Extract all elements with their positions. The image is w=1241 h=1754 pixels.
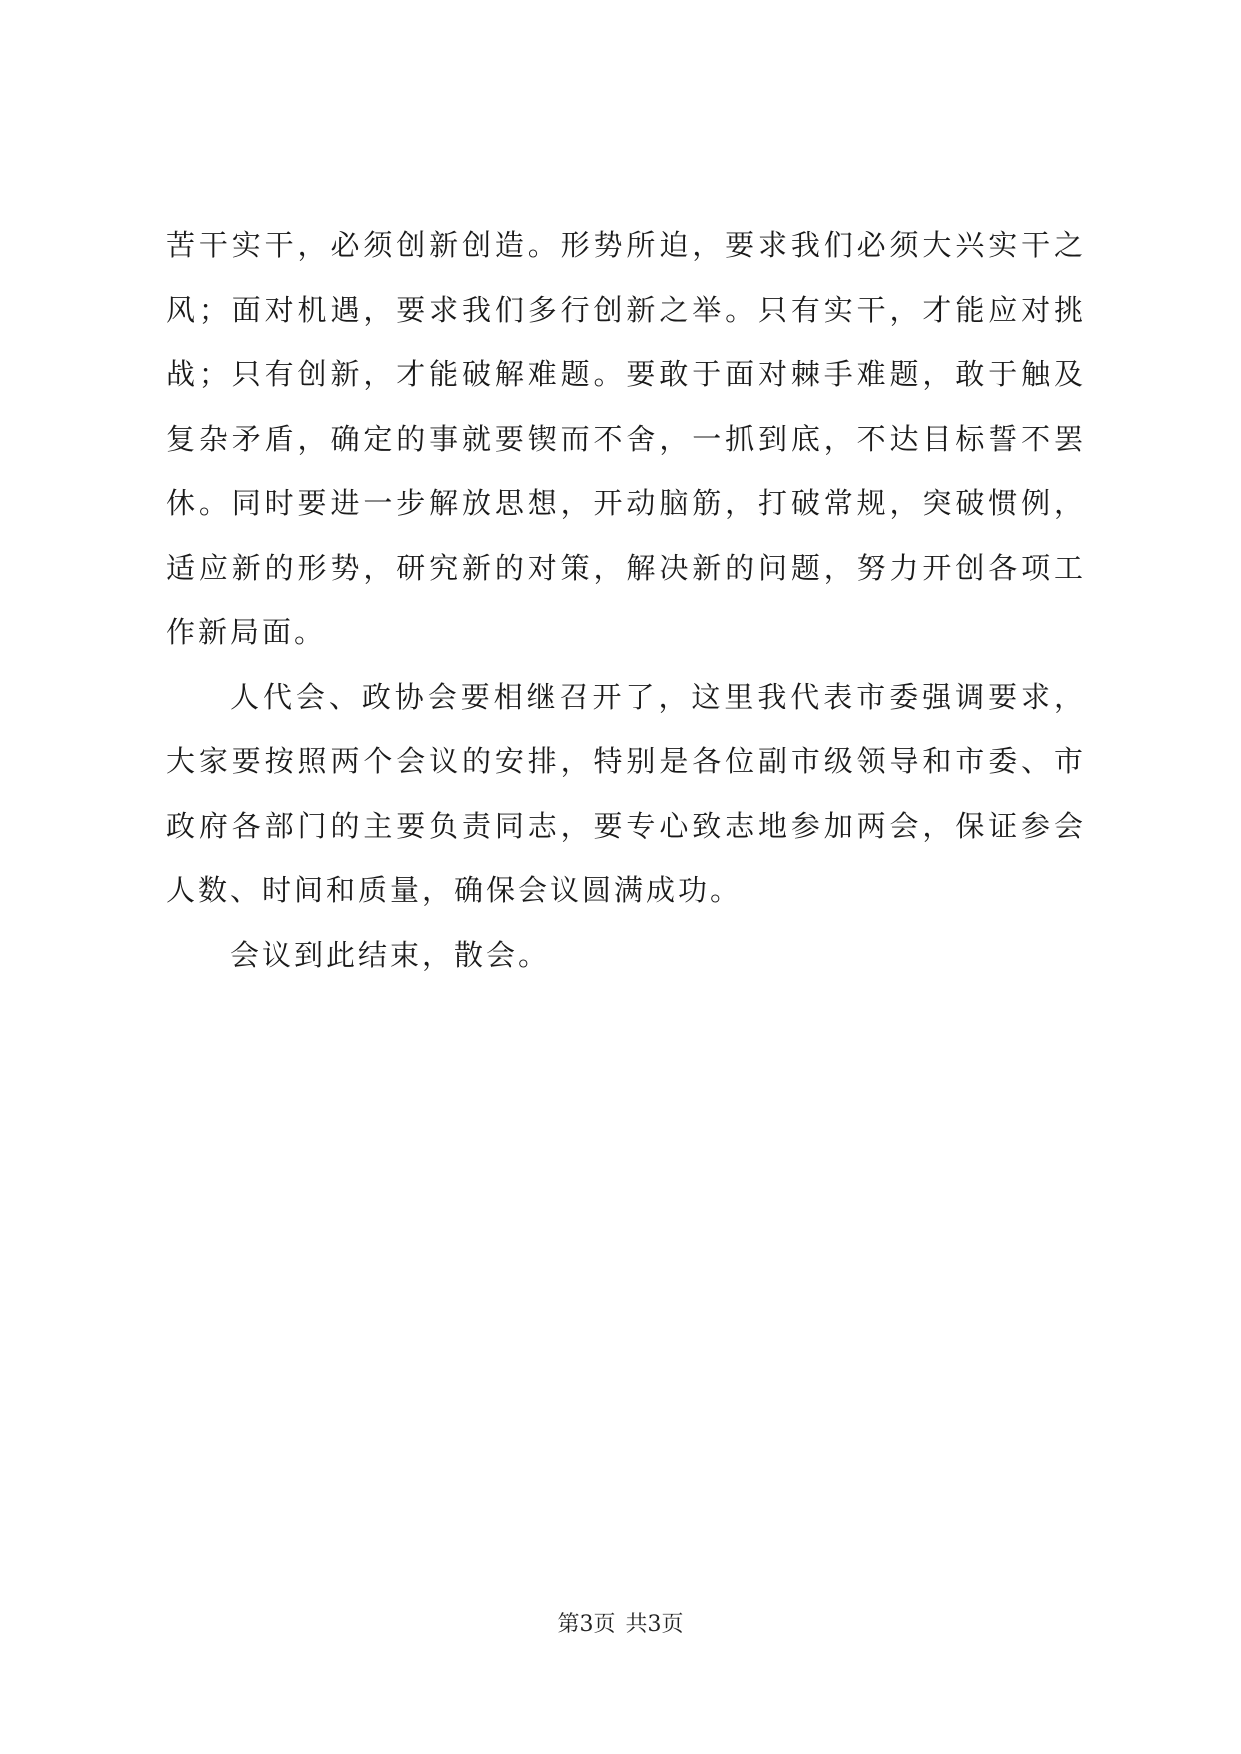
- document-body: [166, 230, 1086, 1004]
- paragraph-start-line: 人代会、政协会要相继召开了，这里我代表市委强调要求，: [230, 679, 1086, 714]
- text-line: 复杂矛盾，确定的事就要锲而不舍，一抓到底，不达目标誓不罢: [166, 421, 1086, 456]
- text-line: 苦干实干，必须创新创造。形势所迫，要求我们必须大兴实干之: [166, 228, 1086, 262]
- page-number-current: 第3页: [557, 1612, 616, 1637]
- text-line: 作新局面。: [166, 615, 327, 649]
- closing-line: 会议到此结束，散会。: [230, 937, 551, 972]
- text-line: 人数、时间和质量，确保会议圆满成功。: [166, 873, 743, 907]
- text-line: 休。同时要进一步解放思想，开动脑筋，打破常规，突破惯例，: [166, 486, 1086, 520]
- text-line: 政府各部门的主要负责同志，要专心致志地参加两会，保证参会: [166, 808, 1086, 843]
- text-line: 战；只有创新，才能破解难题。要敢于面对棘手难题，敢于触及: [166, 357, 1086, 391]
- text-line: 适应新的形势，研究新的对策，解决新的问题，努力开创各项工: [166, 550, 1086, 585]
- page-footer: [0, 1612, 1241, 1638]
- text-line: 风；面对机遇，要求我们多行创新之举。只有实干，才能应对挑: [166, 292, 1086, 327]
- page-number-total: 共3页: [625, 1612, 684, 1637]
- text-line: 大家要按照两个会议的安排，特别是各位副市级领导和市委、市: [166, 744, 1086, 778]
